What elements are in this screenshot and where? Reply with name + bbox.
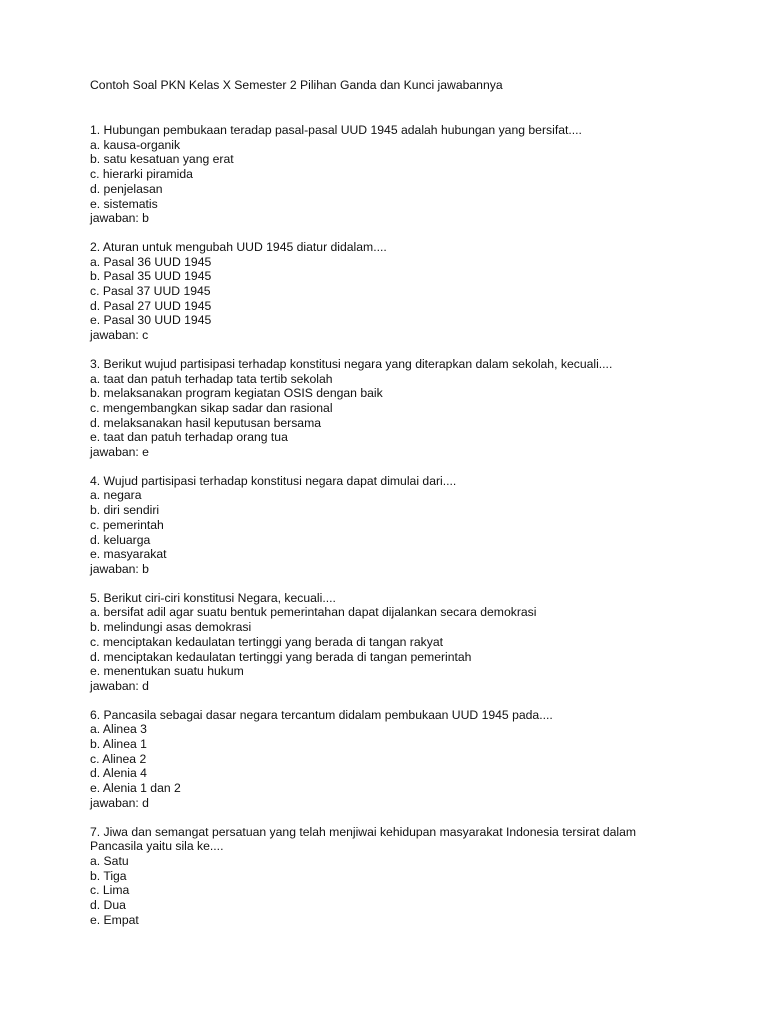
option-c: c. hierarki piramida: [90, 167, 193, 182]
option-c: c. menciptakan kedaulatan tertinggi yang berada di tangan rakyat: [90, 634, 443, 649]
option-d: d. penjelasan: [90, 181, 163, 196]
option-d: d. Pasal 27 UUD 1945: [90, 298, 212, 313]
option-d: d. menciptakan kedaulatan tertinggi yang berada di tangan pemerintah: [90, 649, 472, 664]
option-b: b. melindungi asas demokrasi: [90, 620, 252, 635]
option-a: a. Pasal 36 UUD 1945: [90, 254, 212, 269]
option-b: b. Alinea 1: [90, 737, 147, 752]
question-text: 4. Wujud partisipasi terhadap konstitusi negara dapat dimulai dari....: [90, 473, 457, 488]
option-a: a. negara: [90, 488, 142, 503]
option-d: d. keluarga: [90, 532, 151, 547]
answer-key: jawaban: e: [90, 445, 149, 460]
option-c: c. Pasal 37 UUD 1945: [90, 284, 211, 299]
question-7: [90, 825, 690, 928]
option-a: a. bersifat adil agar suatu bentuk pemerintahan dapat dijalankan secara demokrasi: [90, 605, 537, 620]
question-text: 1. Hubungan pembukaan teradap pasal-pasal UUD 1945 adalah hubungan yang bersifat....: [90, 123, 582, 137]
option-b: b. Tiga: [90, 868, 127, 883]
answer-key: jawaban: b: [90, 561, 149, 576]
option-b: b. satu kesatuan yang erat: [90, 152, 234, 167]
option-a: a. Alinea 3: [90, 722, 147, 737]
option-b: b. melaksanakan program kegiatan OSIS dengan baik: [90, 386, 383, 401]
option-c: c. mengembangkan sikap sadar dan rasional: [90, 400, 333, 415]
option-d: d. Alenia 4: [90, 766, 147, 781]
option-e: e. Pasal 30 UUD 1945: [90, 313, 212, 328]
document-title: Contoh Soal PKN Kelas X Semester 2 Pilihan Ganda dan Kunci jawabannya: [90, 78, 503, 92]
question-4: [90, 474, 690, 577]
question-text: 6. Pancasila sebagai dasar negara tercantum didalam pembukaan UUD 1945 pada....: [90, 707, 553, 722]
question-1: [90, 123, 690, 226]
answer-key: jawaban: d: [90, 678, 149, 693]
question-3: [90, 357, 690, 460]
option-d: d. melaksanakan hasil keputusan bersama: [90, 415, 322, 430]
option-a: a. Satu: [90, 853, 129, 868]
question-6: [90, 708, 690, 811]
document-page: [90, 78, 690, 941]
option-c: c. pemerintah: [90, 517, 164, 532]
option-c: c. Alinea 2: [90, 751, 147, 766]
option-b: b. Pasal 35 UUD 1945: [90, 269, 212, 284]
question-text: 5. Berikut ciri-ciri konstitusi Negara, kecuali....: [90, 590, 336, 605]
answer-key: jawaban: b: [90, 211, 149, 226]
question-5: [90, 591, 690, 694]
option-a: a. kausa-organik: [90, 137, 181, 152]
option-a: a. taat dan patuh terhadap tata tertib sekolah: [90, 371, 333, 386]
option-e: e. taat dan patuh terhadap orang tua: [90, 430, 288, 445]
option-e: e. Alenia 1 dan 2: [90, 781, 181, 796]
option-c: c. Lima: [90, 883, 130, 898]
option-e: e. menentukan suatu hukum: [90, 664, 244, 679]
option-d: d. Dua: [90, 898, 126, 913]
answer-key: jawaban: d: [90, 795, 149, 810]
question-2: [90, 240, 690, 343]
question-text: 3. Berikut wujud partisipasi terhadap konstitusi negara yang diterapkan dalam sekolah, kecuali....: [90, 356, 613, 371]
option-b: b. diri sendiri: [90, 503, 160, 518]
option-e: e. Empat: [90, 912, 139, 927]
question-text: 7. Jiwa dan semangat persatuan yang telah menjiwai kehidupan masyarakat Indonesia tersirat dalam Pancasila yaitu sila ke....: [90, 824, 637, 854]
option-e: e. sistematis: [90, 196, 158, 211]
question-text: 2. Aturan untuk mengubah UUD 1945 diatur didalam....: [90, 239, 387, 254]
option-e: e. masyarakat: [90, 547, 167, 562]
answer-key: jawaban: c: [90, 328, 149, 343]
